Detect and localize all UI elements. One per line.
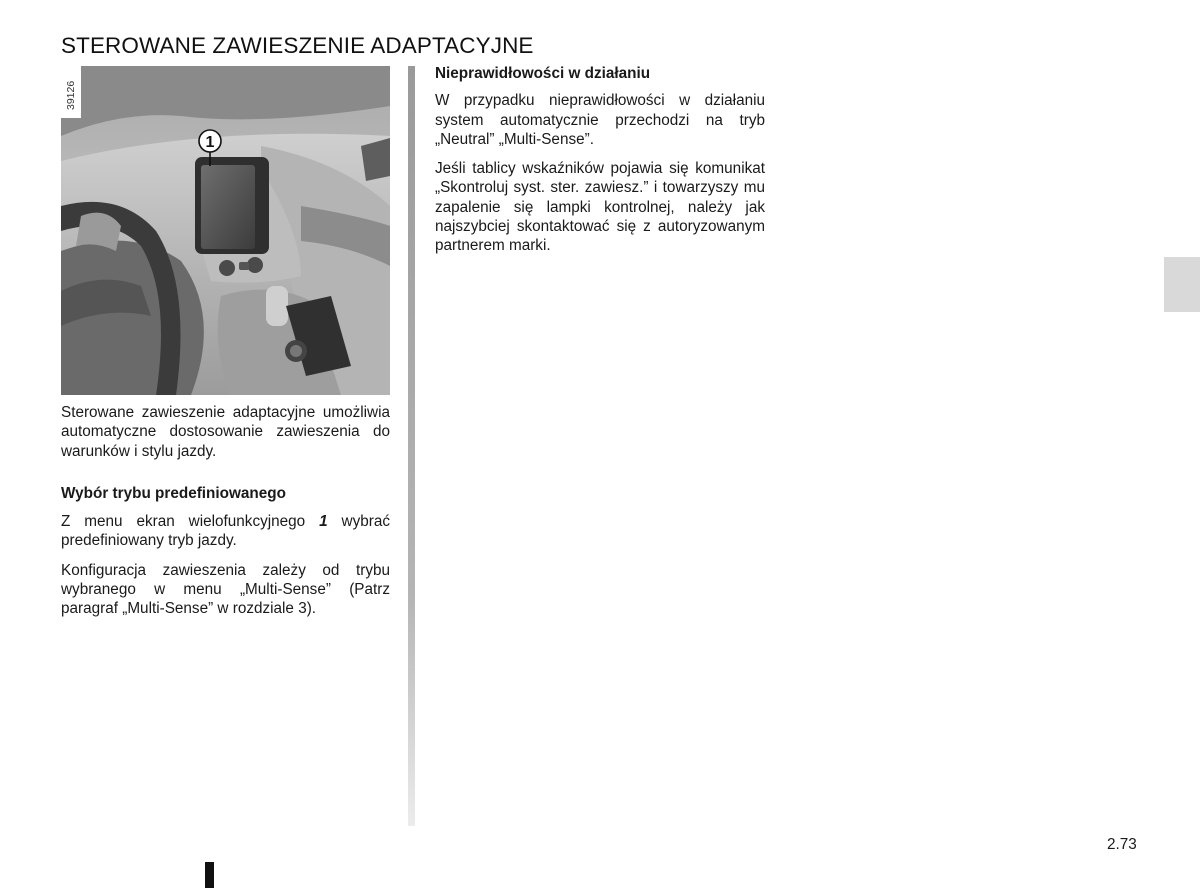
chapter-tab [1164,257,1200,312]
page-number: 2.73 [1107,836,1137,853]
config-paragraph: Konfiguracja zawieszenia zależy od trybu wybranego w menu „Multi-Sense” (Patrz paragraf „Multi-Sense” w rozdziale 3). [61,561,390,618]
column-divider [408,66,415,826]
malfunction-paragraph: W przypadku nieprawidłowości w działaniu system automatycznie przechodzi na tryb „Neutral” „Multi-Sense”. [435,92,765,148]
dashboard-illustration [61,66,390,395]
dashboard-photo [61,66,390,395]
menu-paragraph [61,512,390,551]
crop-mark [205,862,214,888]
menu-text-start: Z menu ekran wielofunkcyjnego [61,513,320,531]
image-code: 39126 [65,80,77,110]
section-heading: Wybór trybu predefiniowanego [61,484,286,502]
screen-reference: 1 [319,513,328,531]
malfunction-heading: Nieprawidłowości w działaniu [435,65,651,82]
page-title: STEROWANE ZAWIESZENIE ADAPTACYJNE [61,33,534,59]
menu-text-end: wybrać predefiniowany tryb jazdy. [61,513,391,550]
image-code-label [61,66,81,118]
left-column [61,403,390,629]
intro-paragraph: Sterowane zawieszenie adaptacyjne umożliwia automatyczne dostosowanie zawieszenia do warunków i stylu jazdy. [61,404,390,460]
right-column [435,64,765,266]
warning-paragraph: Jeśli tablicy wskaźników pojawia się komunikat „Skontroluj syst. ster. zawiesz.” i towarzyszy mu zapalenie się lampki kontrolnej, należy jak najszybciej skontaktować się z autoryzowanym partnerem marki. [435,160,765,255]
callout-number: 1 [205,134,215,151]
